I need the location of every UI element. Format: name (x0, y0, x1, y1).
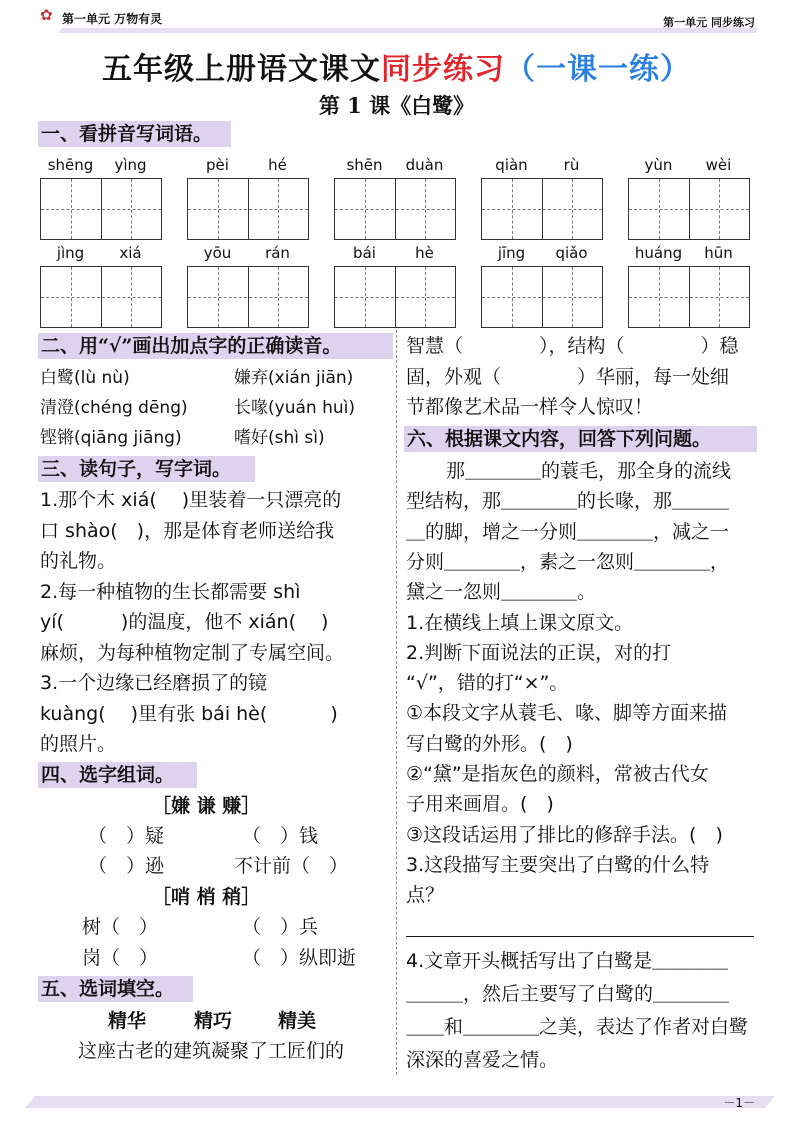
footer-band (25, 1096, 775, 1108)
writing-grid[interactable] (334, 178, 456, 240)
section1-title: 一、看拼音写词语。 (38, 121, 231, 147)
reading-item: 嫌弃(xián jiān) (234, 368, 354, 388)
word-blank: 岗（ ） (82, 947, 159, 969)
pinyin-syllable: hè (415, 244, 434, 262)
pinyin-word (40, 242, 162, 328)
pinyin-labels (334, 154, 456, 178)
lesson-subtitle: 第 1 课《白鹭》 (318, 93, 475, 118)
answer-line[interactable] (406, 936, 754, 937)
pinyin-syllable: qiàn (495, 156, 528, 174)
pinyin-labels (40, 154, 162, 178)
page-number: －1－ (723, 1096, 755, 1110)
section6-line: ①本段文字从蓑毛、喙、脚等方面来描 (406, 702, 728, 725)
section6-line: 点？ (406, 884, 445, 907)
pinyin-labels (187, 154, 309, 178)
question4-line: 深深的喜爱之情。 (406, 1049, 559, 1071)
section5-title: 五、选词填空。 (38, 976, 193, 1002)
word-blank: 树（ ） (82, 916, 159, 938)
fill-sentence: 这座古老的建筑凝聚了工匠们的 (78, 1040, 345, 1062)
section6-line: ③这段话运用了排比的修辞手法。( ) (406, 823, 723, 846)
char-group-1: ［嫌 谦 赚］ (152, 795, 261, 817)
header-left-text: 第一单元 万物有灵 (62, 12, 163, 26)
word-blank: （ ）兵 (242, 916, 319, 938)
header-band (59, 28, 759, 33)
question4-line: 4.文章开头概括写出了白鹭是＿＿＿＿ (406, 950, 729, 972)
title-part3: （一课一练） (505, 52, 691, 87)
section6-line: 2.判断下面说法的正误，对的打 (406, 641, 672, 664)
title-part1: 五年级上册语文课文 (102, 52, 381, 87)
choice-word: 精华 (108, 1010, 147, 1032)
pinyin-syllable: qiǎo (555, 244, 588, 262)
pinyin-syllable: huáng (634, 244, 683, 262)
pinyin-word (481, 242, 603, 328)
reading-item: 长喙(yuán huì) (234, 398, 355, 418)
page-title (0, 44, 793, 88)
writing-grid[interactable] (481, 178, 603, 240)
question4-line: ＿＿＿，然后主要写了白鹭的＿＿＿＿ (406, 983, 730, 1005)
pinyin-syllable: rán (265, 244, 290, 262)
section6-line: ＿的脚，增之一分则＿＿＿＿，减之一 (406, 520, 730, 543)
pinyin-word (334, 154, 456, 240)
pinyin-syllable: rù (563, 156, 580, 174)
section3-line: 的礼物。 (40, 550, 117, 572)
section6-title: 六、根据课文内容，回答下列问题。 (404, 426, 757, 452)
reading-item: 白鹭(lù nù) (40, 368, 130, 388)
section3-line: 麻烦，为每种植物定制了专属空间。 (40, 641, 345, 664)
pinyin-syllable: wèi (705, 156, 732, 174)
choice-word: 精巧 (194, 1010, 233, 1032)
pinyin-syllable: hūn (704, 244, 733, 262)
pinyin-word (628, 242, 750, 328)
choice-word: 精美 (278, 1010, 317, 1032)
pinyin-word (481, 154, 603, 240)
pinyin-syllable: xiá (119, 244, 142, 262)
writing-grid[interactable] (334, 266, 456, 328)
reading-item: 铿锵(qiāng jiāng) (40, 428, 182, 448)
word-blank: （ ）钱 (242, 825, 319, 847)
section6-line: ②“黛”是指灰色的颜料，常被古代女 (406, 763, 709, 785)
section4-title: 四、选字组词。 (38, 762, 197, 788)
pinyin-syllable: shēn (346, 156, 383, 174)
section6-line: 1.在横线上填上课文原文。 (406, 611, 634, 634)
pinyin-labels (481, 242, 603, 266)
pinyin-syllable: duàn (405, 156, 444, 174)
section6-line: 那＿＿＿＿的蓑毛，那全身的流线 (446, 460, 732, 482)
section6-line: 写白鹭的外形。( ) (406, 732, 573, 755)
fill-sentence: 节都像艺术品一样令人惊叹！ (406, 396, 654, 418)
char-group-2: ［哨 梢 稍］ (152, 886, 261, 908)
pinyin-syllable: hé (268, 156, 287, 174)
writing-grid[interactable] (40, 266, 162, 328)
section6-line: 黛之一忽则＿＿＿＿。 (406, 581, 597, 604)
bunny-logo-icon: ✿ (40, 6, 53, 24)
pinyin-word (187, 242, 309, 328)
pinyin-word (187, 154, 309, 240)
pinyin-syllable: yìng (114, 156, 147, 174)
writing-grid[interactable] (628, 266, 750, 328)
pinyin-syllable: jìng (56, 244, 85, 262)
writing-grid[interactable] (187, 266, 309, 328)
word-blank: （ ）逊 (88, 855, 165, 877)
header-right-text: 第一单元 同步练习 (663, 16, 755, 29)
section2-title: 二、用“√”画出加点字的正确读音。 (38, 333, 393, 359)
pinyin-word (334, 242, 456, 328)
question4-line: ＿＿和＿＿＿＿之美，表达了作者对白鹭 (406, 1016, 749, 1038)
writing-grid[interactable] (187, 178, 309, 240)
writing-grid[interactable] (628, 178, 750, 240)
section6-line: 分则＿＿＿＿，素之一忽则＿＿＿＿， (406, 550, 730, 573)
section3-line: 的照片。 (40, 733, 117, 755)
pinyin-syllable: jīng (497, 244, 526, 262)
pinyin-syllable: pèi (206, 156, 229, 174)
column-divider (396, 330, 397, 1075)
section6-line: 型结构，那＿＿＿＿的长喙，那＿＿＿ (406, 490, 730, 513)
section3-line: 1.那个木 xiá( )里装着一只漂亮的 (40, 489, 342, 511)
section6-line: 子用来画眉。( ) (406, 793, 554, 816)
pinyin-labels (187, 242, 309, 266)
title-part2: 同步练习 (381, 52, 505, 87)
reading-item: 嗜好(shì sì) (234, 428, 325, 448)
pinyin-labels (628, 242, 750, 266)
pinyin-labels (628, 154, 750, 178)
pinyin-syllable: shēng (47, 156, 94, 174)
pinyin-syllable: yùn (644, 156, 673, 174)
section6-line: “√”，错的打“×”。 (406, 672, 569, 695)
pinyin-word (628, 154, 750, 240)
pinyin-labels (481, 154, 603, 178)
fill-sentence: 智慧（ ），结构（ ）稳 (406, 335, 739, 357)
section3-title: 三、读句子，写字词。 (38, 456, 255, 482)
section6-line: 3.这段描写主要突出了白鹭的什么特 (406, 853, 710, 876)
writing-grid[interactable] (481, 266, 603, 328)
section3-line: 3.一个边缘已经磨损了的镜 (40, 672, 268, 694)
fill-sentence: 固，外观（ ）华丽，每一处细 (406, 366, 730, 388)
pinyin-syllable: bái (353, 244, 376, 262)
section3-line: 2.每一种植物的生长都需要 shì (40, 580, 301, 603)
writing-grid[interactable] (40, 178, 162, 240)
word-blank: （ ）纵即逝 (242, 947, 357, 969)
section3-line: yí( )的温度，他不 xián( ) (40, 611, 329, 633)
page-header (0, 0, 793, 34)
section3-line: 口 shào( )，那是体育老师送给我 (40, 519, 335, 542)
word-blank: 不计前（ ） (234, 855, 349, 877)
pinyin-labels (334, 242, 456, 266)
word-blank: （ ）疑 (88, 825, 165, 847)
reading-item: 清澄(chéng dēng) (40, 398, 188, 418)
section3-line: kuàng( )里有张 bái hè( ) (40, 702, 338, 725)
pinyin-labels (40, 242, 162, 266)
pinyin-syllable: yōu (203, 244, 232, 262)
pinyin-word (40, 154, 162, 240)
